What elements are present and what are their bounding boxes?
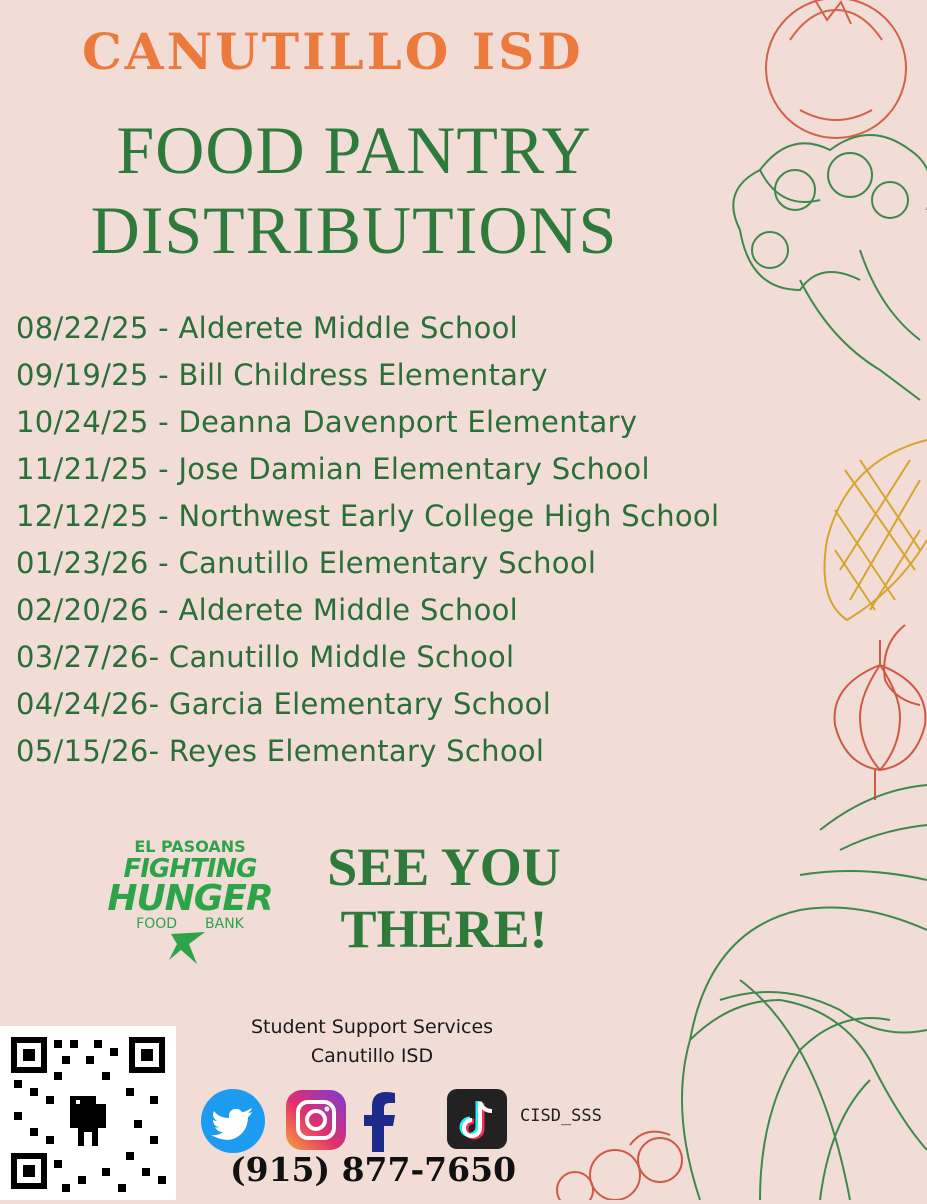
schedule-item: 12/12/25 - Northwest Early College High School: [16, 499, 720, 533]
logo-line-3: HUNGER: [107, 878, 273, 919]
district-name: CANUTILLO ISD: [82, 22, 584, 81]
instagram-icon[interactable]: [284, 1088, 348, 1152]
logo-bank: BANK: [205, 916, 244, 932]
qr-code-pattern: [0, 1026, 176, 1200]
schedule-item: 01/23/26 - Canutillo Elementary School: [16, 546, 597, 580]
logo-food: FOOD: [136, 916, 178, 932]
title-line-1: FOOD PANTRY: [116, 112, 592, 188]
schedule-item: 08/22/25 - Alderete Middle School: [16, 311, 519, 345]
phone-number[interactable]: (915) 877-7650: [230, 1150, 517, 1189]
qr-code[interactable]: [0, 1026, 176, 1200]
cta-line-2: THERE!: [340, 899, 548, 959]
schedule-item: 11/21/25 - Jose Damian Elementary School: [16, 452, 650, 486]
schedule-item: 10/24/25 - Deanna Davenport Elementary: [16, 405, 638, 439]
schedule-item: 09/19/25 - Bill Childress Elementary: [16, 358, 548, 392]
schedule-item: 05/15/26- Reyes Elementary School: [16, 734, 545, 768]
facebook-icon[interactable]: [360, 1088, 400, 1154]
see-you-there-heading: [304, 836, 584, 960]
logo-line-1: EL PASOANS: [134, 837, 246, 856]
title-line-2: DISTRIBUTIONS: [90, 192, 618, 268]
org-line-2: Canutillo ISD: [310, 1045, 434, 1067]
twitter-icon[interactable]: [200, 1088, 266, 1154]
cta-line-1: SEE YOU: [327, 837, 561, 897]
star-icon: [167, 930, 211, 966]
schedule-item: 04/24/26- Garcia Elementary School: [16, 687, 552, 721]
organization-label: [222, 1013, 522, 1071]
social-handle: CISD_SSS: [520, 1106, 602, 1126]
logo-line-2: FIGHTING: [123, 854, 257, 884]
distribution-schedule: [16, 305, 719, 775]
schedule-item: 03/27/26- Canutillo Middle School: [16, 640, 515, 674]
page-title: [74, 110, 634, 270]
org-line-1: Student Support Services: [250, 1016, 494, 1038]
schedule-item: 02/20/26 - Alderete Middle School: [16, 593, 519, 627]
tiktok-icon[interactable]: [446, 1088, 508, 1150]
food-bank-logo: [105, 838, 275, 968]
